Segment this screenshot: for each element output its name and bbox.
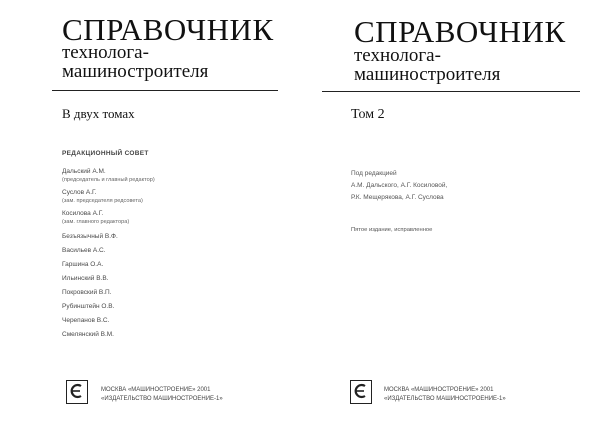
publisher-logo-icon (350, 380, 372, 404)
publisher-line1: МОСКВА «МАШИНОСТРОЕНИЕ» 2001 (101, 387, 211, 393)
editors-line2: А.М. Дальского, А.Г. Косиловой, (351, 182, 448, 189)
book-subtitle-line1: технолога- (354, 45, 441, 66)
council-member: Гаршина О.А. (62, 261, 104, 268)
council-member: Черепанов В.С. (62, 317, 110, 324)
book-subtitle-line2: машиностроителя (62, 61, 209, 82)
volumes-note: В двух томах (62, 106, 135, 121)
council-member-role: (председатель и главный редактор) (62, 177, 155, 183)
editors-line3: Р.К. Мещерякова, А.Г. Суслова (351, 194, 444, 201)
council-member: Косилова А.Г. (62, 210, 104, 217)
publisher-line1: МОСКВА «МАШИНОСТРОЕНИЕ» 2001 (384, 387, 494, 393)
council-member: Дальский А.М. (62, 168, 106, 175)
council-member-role: (зам. председателя редсовета) (62, 198, 143, 204)
editors-line1: Под редакцией (351, 170, 397, 177)
book-title: СПРАВОЧНИК (354, 14, 566, 49)
right-page (300, 0, 600, 440)
volume-number: Том 2 (351, 107, 385, 122)
council-member: Смелянский В.М. (62, 331, 114, 338)
publisher-line2: «ИЗДАТЕЛЬСТВО МАШИНОСТРОЕНИЕ-1» (101, 396, 223, 402)
publisher-logo-icon (66, 380, 88, 404)
book-title: СПРАВОЧНИК (62, 12, 274, 47)
council-member: Безъязычный В.Ф. (62, 233, 118, 240)
council-member: Рубинштейн О.В. (62, 303, 115, 310)
editorial-council-heading: РЕДАКЦИОННЫЙ СОВЕТ (62, 150, 149, 157)
council-member: Суслов А.Г. (62, 189, 97, 196)
council-member: Покровский В.П. (62, 289, 112, 296)
edition-note: Пятое издание, исправленное (351, 227, 433, 233)
book-subtitle-line1: технолога- (62, 42, 149, 63)
council-member: Ильинский В.В. (62, 275, 109, 282)
publisher-line2: «ИЗДАТЕЛЬСТВО МАШИНОСТРОЕНИЕ-1» (384, 396, 506, 402)
title-rule (52, 90, 278, 91)
council-member: Васильев А.С. (62, 247, 106, 254)
book-subtitle-line2: машиностроителя (354, 64, 501, 85)
title-rule (322, 91, 580, 92)
council-member-role: (зам. главного редактора) (62, 219, 130, 225)
